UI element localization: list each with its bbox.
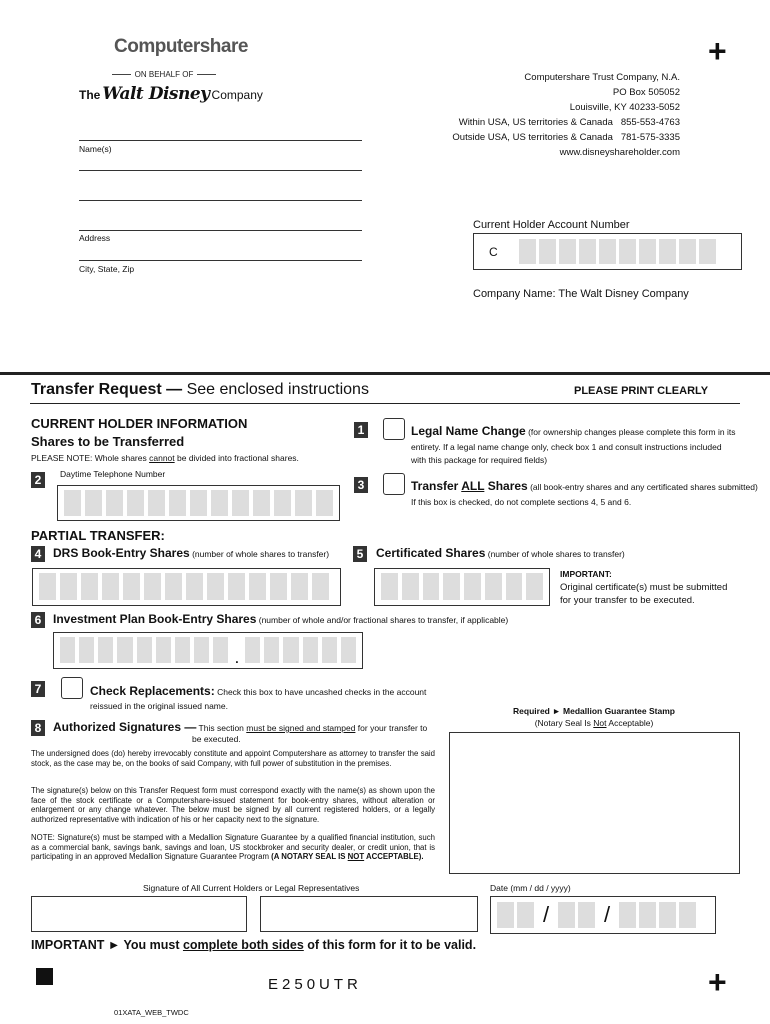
check-replacements-line2: reissued in the original issued name. bbox=[90, 701, 228, 711]
check-replacements-checkbox[interactable] bbox=[61, 677, 83, 699]
paragraph-note-medallion: NOTE: Signature(s) must be stamped with a Medallion Signature Guarantee by a qualified financial institution, such as a commercial bank, savings bank, savings and loan, US stockbroker and security dealer, or credit union, that is participating in an approved Medallion Signature Guarantee Program (A NOTARY SEAL IS NOT ACCEPTABLE). bbox=[31, 833, 435, 862]
section-6-tag: 6 bbox=[31, 612, 45, 628]
signature-box-1[interactable] bbox=[31, 896, 247, 932]
medallion-stamp-box[interactable] bbox=[449, 732, 740, 874]
section-1-tag: 1 bbox=[354, 422, 368, 438]
date-slash-1: / bbox=[542, 902, 550, 927]
please-note: PLEASE NOTE: Whole shares cannot be divided into fractional shares. bbox=[31, 453, 299, 463]
names-label: Name(s) bbox=[79, 144, 112, 154]
drs-title: DRS Book-Entry Shares (number of whole shares to transfer) bbox=[53, 546, 330, 560]
registration-mark-top: + bbox=[708, 33, 727, 69]
legal-name-change-checkbox[interactable] bbox=[383, 418, 405, 440]
paragraph-signature-correspond: The signature(s) below on this Transfer Request form must correspond exactly with the name(s) as shown upon the face of the stock certificate or a Computershare-issued statement for book-entry shares, without alteration or enlargement or any change whatever. The below must be signed by all current registered holders, or a legally authorized representative with indication of his or her capacity next to the signature. bbox=[31, 786, 435, 824]
address-line[interactable] bbox=[79, 230, 362, 231]
telephone-field[interactable] bbox=[57, 485, 340, 521]
form-code: E250UTR bbox=[268, 976, 362, 993]
disney-logo-script: Walt Disney bbox=[102, 84, 210, 104]
transfer-all-checkbox[interactable] bbox=[383, 473, 405, 495]
transfer-all-line2: If this box is checked, do not complete sections 4, 5 and 6. bbox=[411, 497, 632, 507]
on-behalf-of-text: ON BEHALF OF bbox=[134, 70, 194, 79]
company-name: Company Name: The Walt Disney Company bbox=[473, 288, 689, 300]
registration-square bbox=[36, 968, 53, 985]
address-line-3: Louisville, KY 40233-5052 bbox=[569, 102, 680, 113]
city-label: City, State, Zip bbox=[79, 264, 135, 274]
address-line-5: Outside USA, US territories & Canada 781-575-3335 bbox=[452, 132, 680, 143]
decimal-point: . bbox=[235, 652, 239, 666]
legal-name-change-line3: with this package for required fields) bbox=[411, 455, 548, 465]
address-line-6: www.disneyshareholder.com bbox=[559, 147, 680, 158]
investment-plan-title: Investment Plan Book-Entry Shares (number of whole and/or fractional shares to transfer, if applicable) bbox=[53, 612, 509, 626]
certificated-title: Certificated Shares (number of whole shares to transfer) bbox=[376, 546, 625, 560]
address-line-4: Within USA, US territories & Canada 855-553-4763 bbox=[458, 117, 680, 128]
date-field[interactable] bbox=[490, 896, 716, 934]
address-block bbox=[452, 70, 680, 160]
names-line[interactable] bbox=[79, 140, 362, 141]
shares-transferred-heading: Shares to be Transferred bbox=[31, 434, 185, 449]
medallion-required: Required ► Medallion Guarantee Stamp bbox=[513, 706, 675, 716]
certificated-shares-field[interactable] bbox=[374, 568, 550, 606]
title-rule-bottom bbox=[30, 403, 740, 404]
section-3-tag: 3 bbox=[354, 477, 368, 493]
account-number-field[interactable] bbox=[473, 233, 742, 270]
section-5-tag: 5 bbox=[353, 546, 367, 562]
signature-label: Signature of All Current Holders or Legal Representatives bbox=[143, 883, 360, 893]
section-2-tag: 2 bbox=[31, 472, 45, 488]
names-line-2[interactable] bbox=[79, 170, 362, 171]
authorized-signatures-line2: be executed. bbox=[192, 734, 241, 744]
partial-transfer-heading: PARTIAL TRANSFER: bbox=[31, 528, 165, 543]
computershare-logo: Computershare bbox=[114, 36, 248, 57]
disney-logo-prefix: The bbox=[79, 88, 101, 102]
footer-code: 01XATA_WEB_TWDC bbox=[114, 1008, 189, 1017]
address-label: Address bbox=[79, 233, 111, 243]
account-prefix: C bbox=[489, 245, 498, 259]
disney-logo-suffix: Company bbox=[211, 88, 263, 102]
legal-name-change-line2: entirety. If a legal name change only, check box 1 and consult instructions included bbox=[411, 442, 722, 452]
authorized-signatures-title: Authorized Signatures — This section must be signed and stamped for your transfer to bbox=[53, 720, 428, 734]
date-label: Date (mm / dd / yyyy) bbox=[490, 883, 571, 893]
registration-mark-bottom: + bbox=[708, 964, 727, 1000]
print-clearly: PLEASE PRINT CLEARLY bbox=[574, 385, 709, 397]
paragraph-appoint: The undersigned does (do) hereby irrevocably constitute and appoint Computershare as attorney to transfer the said stock, as the case may be, on the books of said Company, with full power of substitution in the premises. bbox=[31, 749, 435, 768]
section-7-tag: 7 bbox=[31, 681, 45, 697]
drs-shares-field[interactable] bbox=[32, 568, 341, 606]
medallion-note: (Notary Seal Is Not Acceptable) bbox=[534, 718, 654, 728]
investment-plan-field[interactable] bbox=[53, 632, 363, 669]
telephone-label: Daytime Telephone Number bbox=[60, 469, 166, 479]
important-footer: IMPORTANT ► You must complete both sides of this form for it to be valid. bbox=[31, 938, 477, 952]
city-line[interactable] bbox=[79, 260, 362, 261]
legal-name-change-title: Legal Name Change (for ownership changes please complete this form in its bbox=[411, 424, 736, 438]
form-title: Transfer Request — See enclosed instructions bbox=[31, 381, 369, 398]
section-4-tag: 4 bbox=[31, 546, 45, 562]
title-rule bbox=[0, 372, 770, 375]
account-label: Current Holder Account Number bbox=[473, 219, 630, 231]
transfer-all-title: Transfer ALL Shares (all book-entry shares and any certificated shares submitted) bbox=[411, 479, 758, 493]
current-holder-heading: CURRENT HOLDER INFORMATION bbox=[31, 416, 248, 431]
check-replacements-title: Check Replacements: Check this box to have uncashed checks in the account bbox=[90, 684, 427, 698]
address-line-2: PO Box 505052 bbox=[612, 87, 680, 98]
address-line-1: Computershare Trust Company, N.A. bbox=[524, 72, 680, 83]
disney-logo bbox=[79, 84, 263, 104]
date-slash-2: / bbox=[603, 902, 611, 927]
signature-box-2[interactable] bbox=[260, 896, 478, 932]
section-8-tag: 8 bbox=[31, 720, 45, 736]
important-note: IMPORTANT: Original certificate(s) must be submitted for your transfer to be executed. bbox=[560, 569, 728, 606]
on-behalf-of-rule bbox=[112, 70, 216, 79]
names-line-3[interactable] bbox=[79, 200, 362, 201]
